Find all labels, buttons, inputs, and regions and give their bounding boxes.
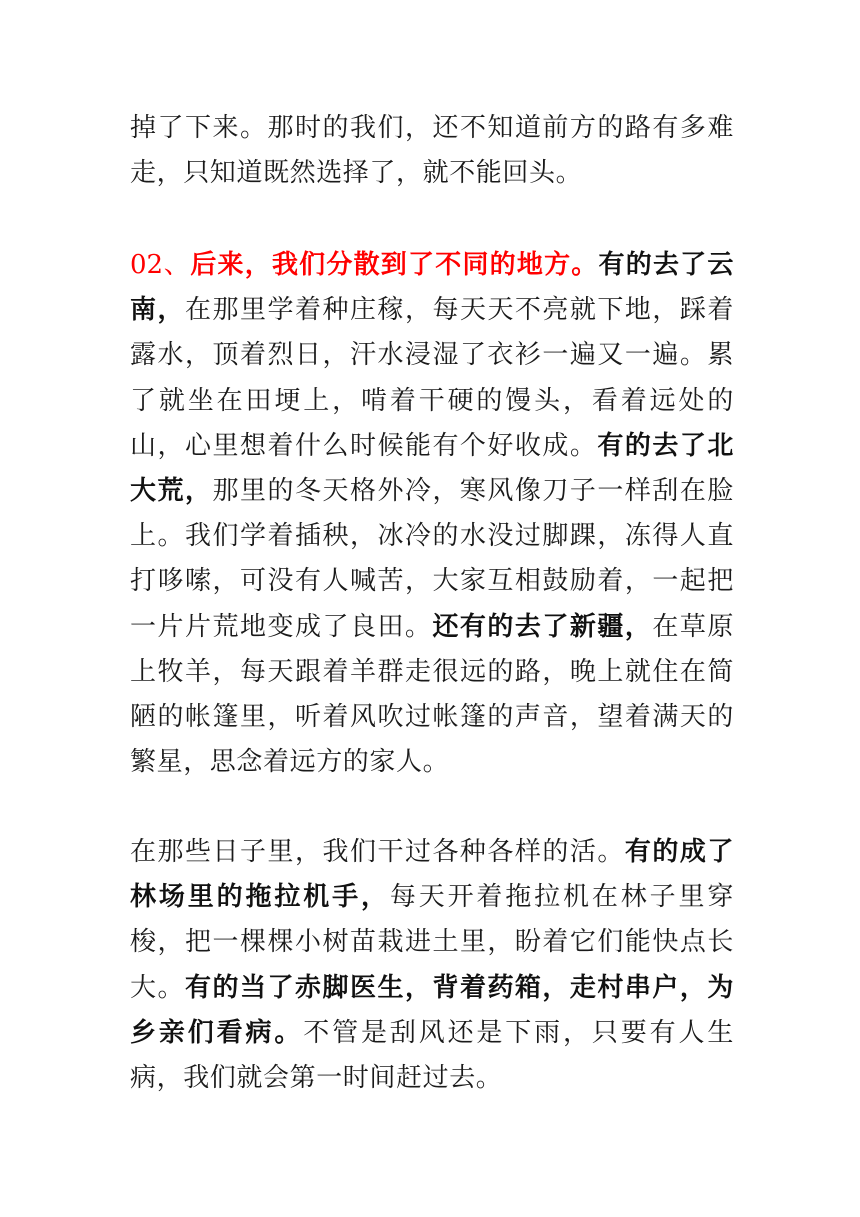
bold-phrase-yunnan: 有的去了云南，: [130, 250, 734, 326]
paragraph-2-text-b: 那里的冬天格外冷，寒风像刀子一样刮在脸上。我们学着插秧，冰冷的水没过脚踝，冻得人直打哆嗦，可没有人喊苦，大家互相鼓励着，一起把一片片荒地变成了良田。: [130, 476, 734, 642]
section-heading-red: 后来，我们分散到了不同的地方。: [190, 250, 599, 280]
paragraph-3: [130, 830, 734, 1101]
paragraph-2-text-a: 在那里学着种庄稼，每天天不亮就下地，踩着露水，顶着烈日，汗水浸湿了衣衫一遍又一遍。累了就坐在田埂上，啃着干硬的馒头，看着远处的山，心里想着什么时候能有个好收成。: [130, 295, 734, 461]
paragraph-1-text: 掉了下来。那时的我们，还不知道前方的路有多难走，只知道既然选择了，就不能回头。: [130, 113, 734, 189]
paragraph-3-text-b: 每天开着拖拉机在林子里穿梭，把一棵棵小树苗栽进土里，盼着它们能快点长大。: [130, 882, 734, 1003]
section-number-02: 02、: [130, 250, 191, 280]
bold-phrase-beidahuang: 有的去了北大荒，: [130, 430, 734, 507]
bold-phrase-xinjiang: 还有的去了新疆，: [432, 611, 653, 642]
paragraph-3-text-c: 不管是刮风还是下雨，只要有人生病，我们就会第一时间赶过去。: [130, 1017, 734, 1094]
paragraph-3-text-a: 在那些日子里，我们干过各种各样的活。: [130, 837, 625, 867]
paragraph-1: [130, 106, 734, 196]
bold-phrase-barefoot-doctor: 有的当了赤脚医生，背着药箱，走村串户，为乡亲们看病。: [130, 972, 734, 1048]
bold-phrase-tractor-driver: 有的成了林场里的拖拉机手，: [130, 837, 734, 913]
paragraph-2-text-c: 在草原上牧羊，每天跟着羊群走很远的路，晚上就住在简陋的帐篷里，听着风吹过帐篷的声音，望着满天的繁星，思念着远方的家人。: [130, 611, 734, 778]
paragraph-2: [130, 243, 734, 785]
